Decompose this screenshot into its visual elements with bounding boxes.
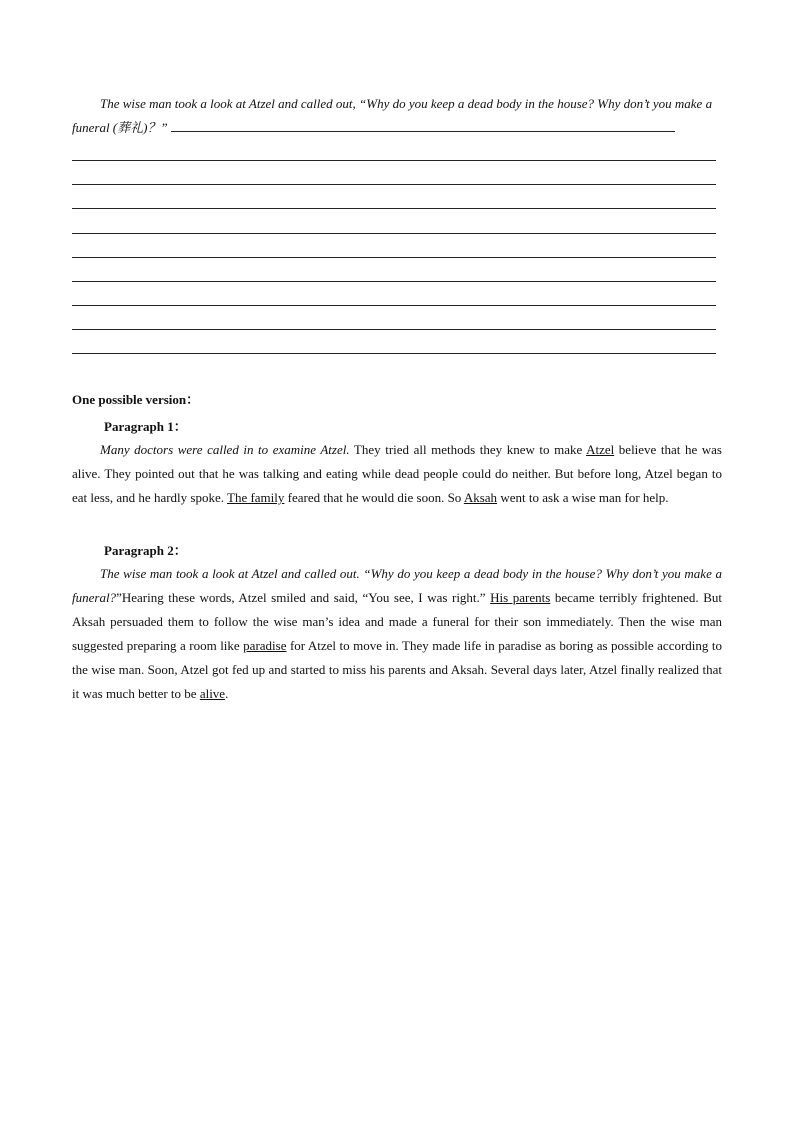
answer-line[interactable] <box>72 233 716 234</box>
answer-line[interactable] <box>72 329 716 330</box>
underlined-word: Aksah <box>463 490 498 505</box>
underlined-word: The family <box>227 490 285 505</box>
underlined-word: Atzel <box>586 442 615 457</box>
answer-line[interactable] <box>72 281 716 282</box>
paragraph-1-text: Many doctors were called in to examine Atzel. They tried all methods they knew to make Atzel believe that he was alive. They pointed out that he was talking and eating while dead people could do neither. But before long, Atzel began to eat less, and he hardly spoke. The family feared that he would die soon. So Aksah went to ask a wise man for help. <box>72 442 722 505</box>
underlined-word: paradise <box>243 638 287 653</box>
version-heading: One possible version： <box>72 392 200 407</box>
answer-line[interactable] <box>72 353 716 354</box>
answer-line[interactable] <box>72 208 716 209</box>
paragraph-1-opening: Many doctors were called in to examine Atzel. <box>100 442 350 457</box>
underlined-word: alive <box>199 686 226 701</box>
answer-line[interactable] <box>72 160 716 161</box>
paragraph-2-heading: Paragraph 2： <box>104 543 187 558</box>
answer-line[interactable] <box>72 257 716 258</box>
prompt-opening-sentence: The wise man took a look at Atzel and called out, “Why do you keep a dead body in the house? Why don’t you make a funeral (葬礼)？” <box>72 96 713 135</box>
answer-line[interactable] <box>72 305 716 306</box>
writing-prompt <box>72 92 722 140</box>
paragraph-1-heading: Paragraph 1： <box>104 419 187 434</box>
underlined-word: His parents <box>490 590 551 605</box>
answer-line-inline[interactable] <box>171 119 675 132</box>
paragraph-2-text: The wise man took a look at Atzel and called out. “Why do you keep a dead body in the house? Why don’t you make a funeral?”Hearing these words, Atzel smiled and said, “You see, I was right.” His parents became terribly frightened. But Aksah persuaded them to follow the wise man’s idea and made a funeral for their son immediately. Then the wise man suggested preparing a room like paradise for Atzel to move in. They made life in paradise as boring as possible according to the wise man. Soon, Atzel got fed up and started to miss his parents and Aksah. Several days later, Atzel finally realized that it was much better to be alive. <box>72 566 722 701</box>
answer-line[interactable] <box>72 184 716 185</box>
paragraph-2-opening: The wise man took a look at Atzel and called out. “Why do you keep a dead body in the house? Why don’t you make a funeral? <box>72 566 722 605</box>
